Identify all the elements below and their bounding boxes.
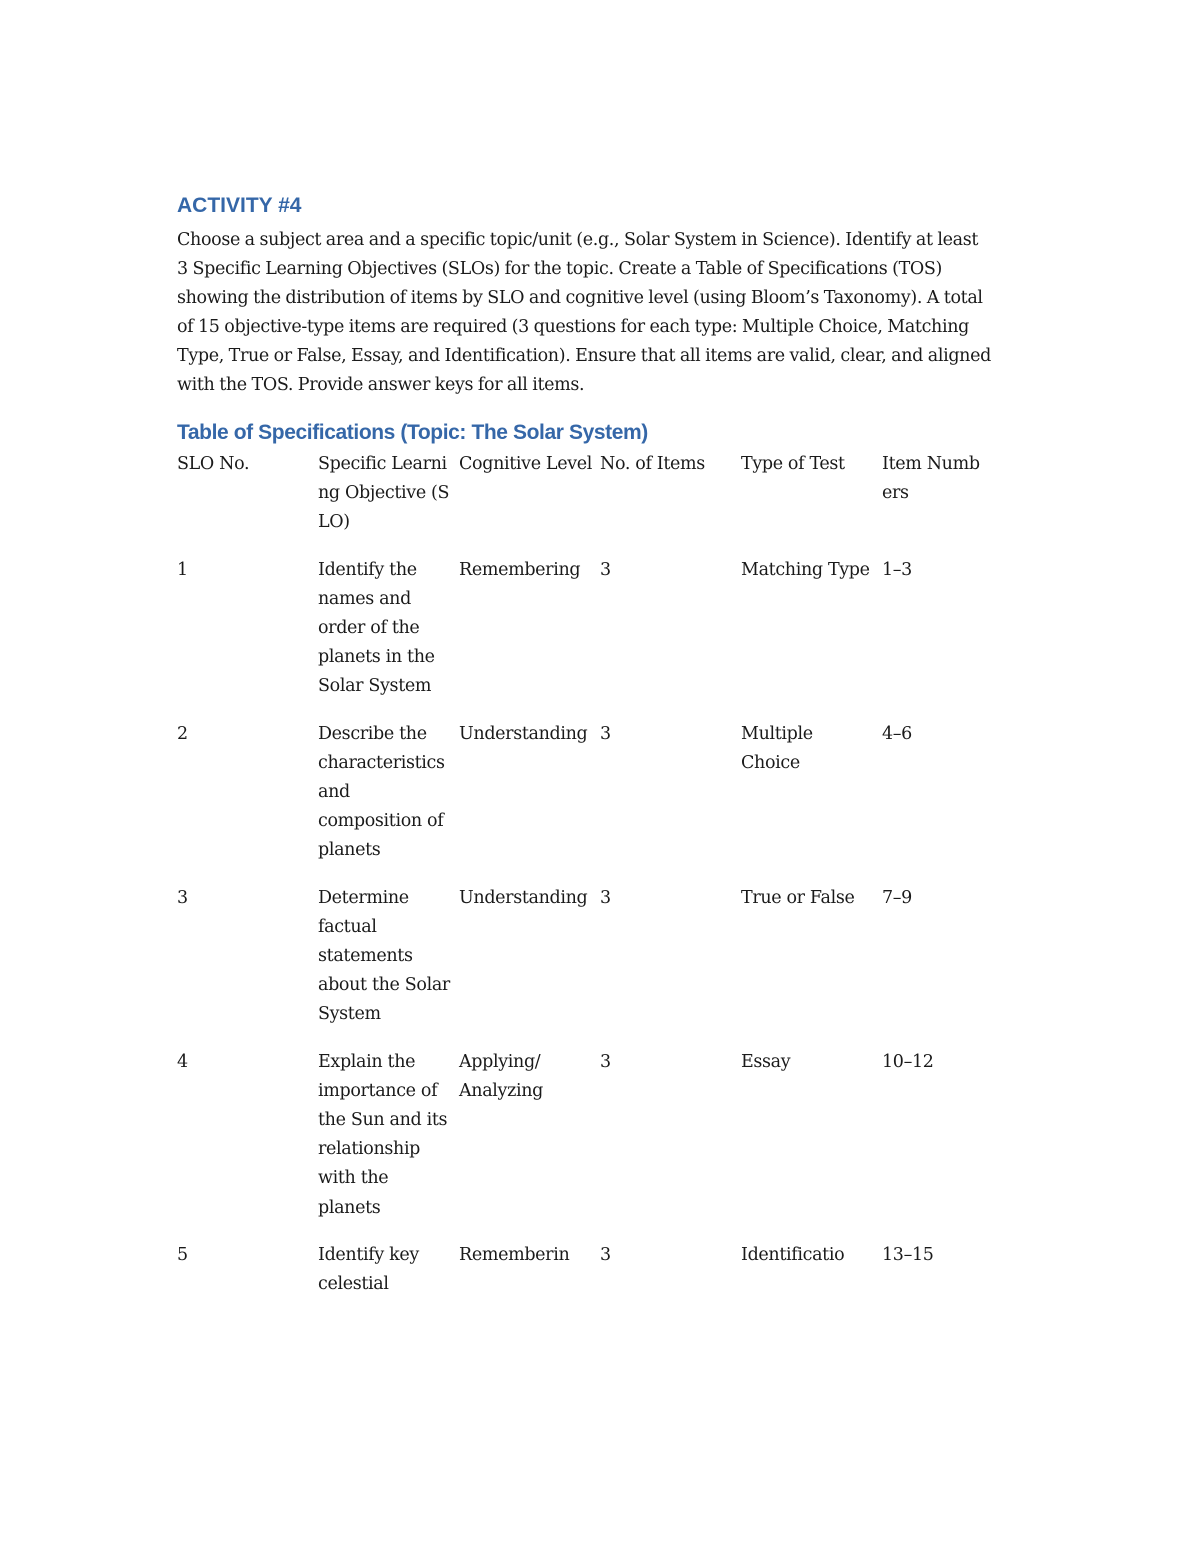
cell-cognitive-level: Applying/ Analyzing	[459, 1051, 543, 1101]
cell-objective: Explain the importance of the Sun and its relationship with the planets	[318, 1051, 448, 1218]
cell-slo-no: 4	[177, 1051, 188, 1072]
header-test-type: Type of Test	[741, 454, 845, 474]
cell-objective: Determine factual statements about the Solar System	[318, 887, 450, 1025]
activity-title: ACTIVITY #4	[177, 194, 302, 217]
cell-item-numbers: 1–3	[882, 559, 912, 580]
cell-no-items: 3	[600, 887, 611, 908]
cell-item-numbers: 4–6	[882, 723, 912, 744]
document-page	[177, 190, 992, 1317]
header-objective: Specific Learning Objective (SLO)	[318, 454, 450, 533]
cell-item-numbers: 10–12	[882, 1051, 934, 1072]
cell-objective: Identify key celestial	[318, 1244, 419, 1295]
tos-table	[177, 450, 987, 1317]
cell-slo-no: 1	[177, 559, 188, 580]
cell-cognitive-level: Understanding	[459, 887, 588, 908]
cell-test-type: Identificatio	[741, 1244, 845, 1265]
table-row	[177, 884, 987, 1048]
cell-cognitive-level: Rememberin	[459, 1244, 570, 1265]
table-row	[177, 1048, 987, 1241]
cell-cognitive-level: Understanding	[459, 723, 588, 744]
cell-slo-no: 2	[177, 723, 188, 744]
cell-test-type: Matching Type	[741, 559, 870, 580]
header-no-items: No. of Items	[600, 454, 705, 474]
header-slo-no: SLO No.	[177, 454, 250, 474]
cell-item-numbers: 7–9	[882, 887, 912, 908]
table-row	[177, 556, 987, 720]
cell-slo-no: 3	[177, 887, 188, 908]
cell-no-items: 3	[600, 559, 611, 580]
table-row	[177, 1241, 987, 1317]
activity-instructions: Choose a subject area and a specific topic/unit (e.g., Solar System in Science). Identify at least 3 Specific Learning Objectives (SLOs) for the topic. Create a Table of Specifications (TOS) showing the distribution of items by SLO and cognitive level (using Bloom’s Taxonomy). A total of 15 objective-type items are required (3 questions for each type: Multiple Choice, Matching Type, True or False, Essay, and Identification). Ensure that all items are valid, clear, and aligned with the TOS. Provide answer keys for all items.	[177, 230, 991, 395]
cell-test-type: True or False	[741, 887, 855, 908]
cell-test-type: Multiple Choice	[741, 723, 813, 773]
cell-cognitive-level: Remembering	[459, 559, 581, 580]
cell-objective: Identify the names and order of the planets in the Solar System	[318, 559, 435, 697]
cell-no-items: 3	[600, 723, 611, 744]
cell-no-items: 3	[600, 1244, 611, 1265]
cell-objective: Describe the characteristics and composition of planets	[318, 723, 445, 861]
cell-no-items: 3	[600, 1051, 611, 1072]
cell-slo-no: 5	[177, 1244, 188, 1265]
cell-test-type: Essay	[741, 1051, 791, 1072]
table-header-row	[177, 450, 987, 556]
header-item-numbers: Item Numbers	[882, 454, 980, 504]
cell-item-numbers: 13–15	[882, 1244, 934, 1265]
table-heading: Table of Specifications (Topic: The Solar System)	[177, 421, 648, 444]
table-row	[177, 720, 987, 884]
header-cognitive-level: Cognitive Level	[459, 454, 592, 474]
